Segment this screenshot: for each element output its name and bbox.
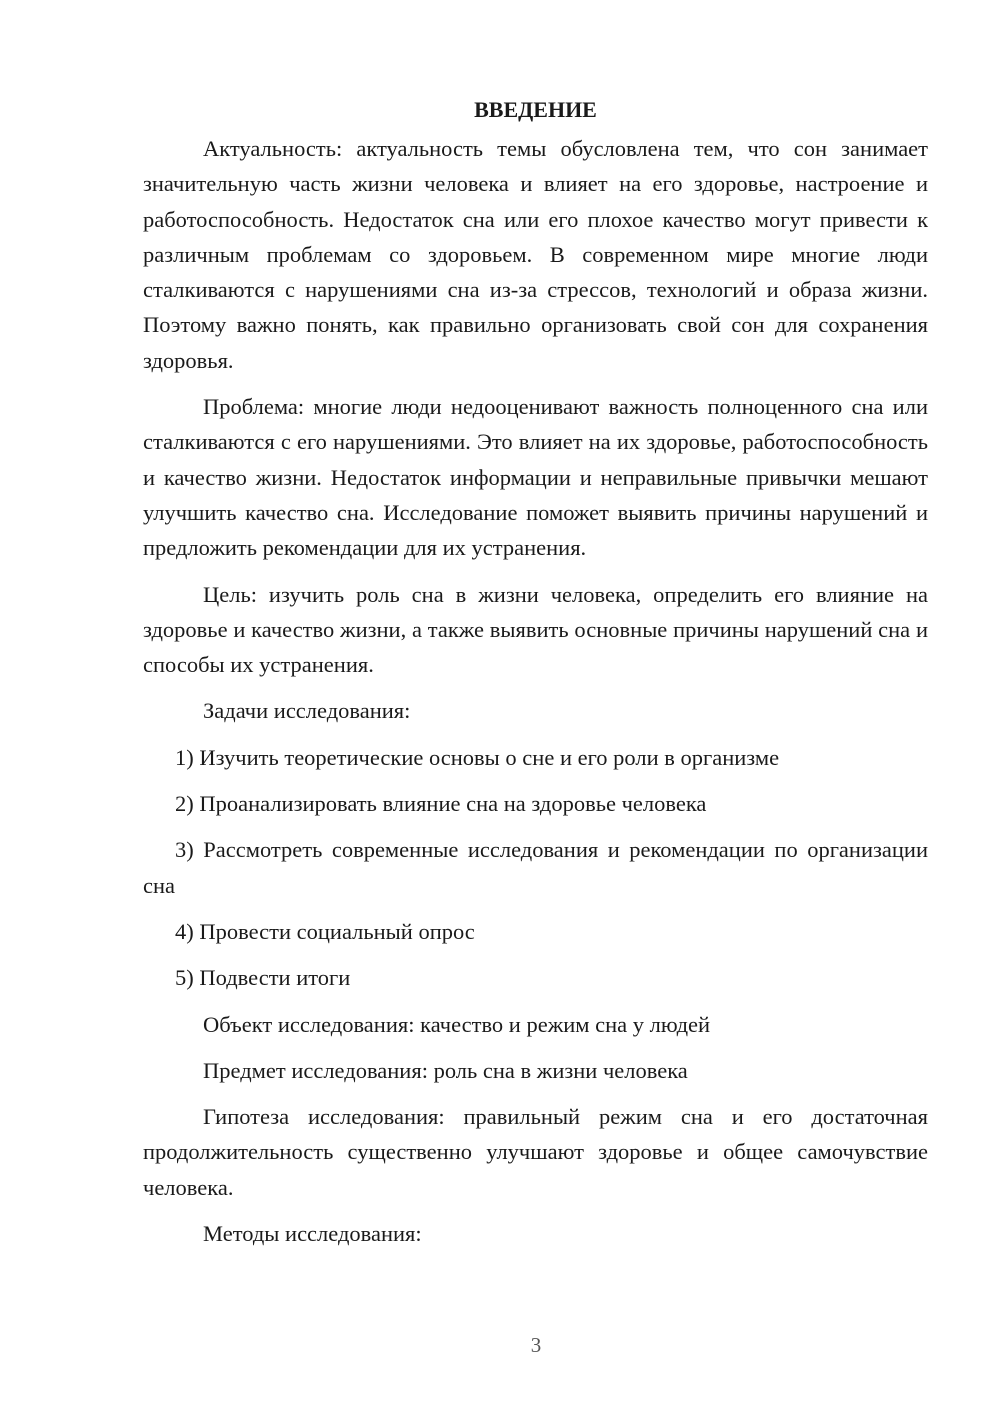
hypothesis-paragraph: Гипотеза исследования: правильный режим сна и его достаточная продолжительность существенно улучшают здоровье и общее самочувствие человека.	[143, 1104, 928, 1200]
methods-heading: Методы исследования:	[203, 1221, 422, 1247]
problem-paragraph: Проблема: многие люди недооценивают важность полноценного сна или сталкиваются с его нарушениями. Это влияет на их здоровье, работоспособность и качество жизни. Недостаток информации и неправильные привычки мешают улучшить качество сна. Исследование поможет выявить причины нарушений и предложить рекомендации для их устранения.	[143, 394, 928, 561]
list-item: 2) Проанализировать влияние сна на здоровье человека	[175, 791, 707, 817]
page-title: ВВЕДЕНИЕ	[474, 97, 597, 122]
document-page	[143, 92, 928, 1262]
list-item: 3) Рассмотреть современные исследования и рекомендации по организации сна	[143, 837, 928, 898]
goal-paragraph: Цель: изучить роль сна в жизни человека, определить его влияние на здоровье и качество жизни, а также выявить основные причины нарушений сна и способы их устранения.	[143, 581, 928, 678]
subject-paragraph: Предмет исследования: роль сна в жизни человека	[203, 1057, 688, 1083]
object-paragraph: Объект исследования: качество и режим сна у людей	[203, 1011, 711, 1037]
list-item: 1) Изучить теоретические основы о сне и его роли в организме	[175, 744, 780, 770]
tasks-heading: Задачи исследования:	[203, 698, 411, 724]
list-item: 5) Подвести итоги	[175, 965, 351, 991]
tasks-list	[143, 740, 928, 996]
list-item: 4) Провести социальный опрос	[175, 918, 475, 944]
relevance-paragraph: Актуальность: актуальность темы обусловлена тем, что сон занимает значительную часть жизни человека и влияет на его здоровье, настроение и работоспособность. Недостаток сна или его плохое качество могут привести к различным проблемам со здоровьем. В современном мире многие люди сталкиваются с нарушениями сна из-за стрессов, технологий и образа жизни. Поэтому важно понять, как правильно организовать свой сон для сохранения здоровья.	[143, 136, 928, 373]
page-number: 3	[530, 1333, 542, 1357]
